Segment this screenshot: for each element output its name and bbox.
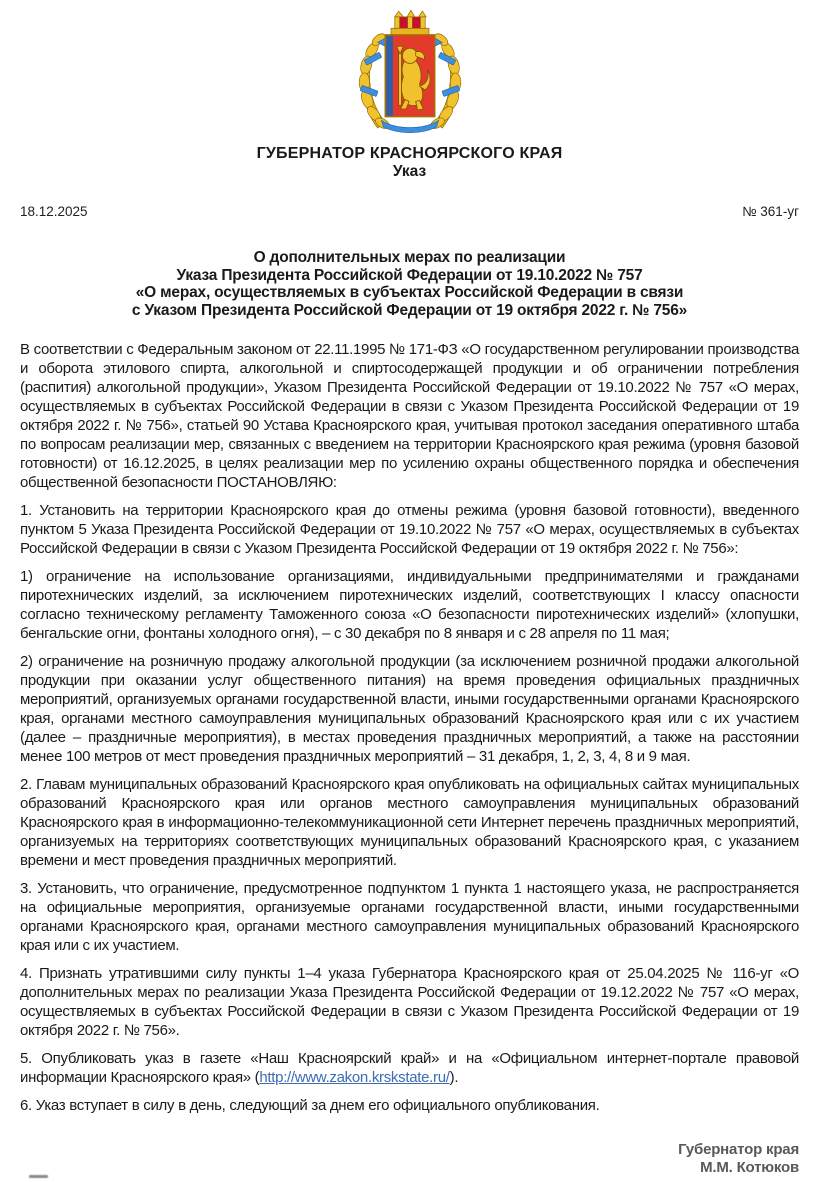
clause-5-paragraph bbox=[20, 1049, 799, 1087]
title-line: Указа Президента Российской Федерации от 19.10.2022 № 757 bbox=[176, 266, 643, 284]
clause-1-paragraph: 1. Установить на территории Красноярского края до отмены режима (уровня базовой готовности), введенного пунктом 5 Указа Президента Российской Федерации от 19.10.2022 № 757 «О мерах, осуществляемых в субъектах Российской Федерации в связи с Указом Президента Российской Федерации от 19 октября 2022 г. № 756»: bbox=[20, 502, 799, 557]
signer-name: М.М. Котюков bbox=[700, 1159, 799, 1176]
issuing-authority-title: ГУБЕРНАТОР КРАСНОЯРСКОГО КРАЯ bbox=[256, 145, 563, 162]
page-bottom-scan-artifact bbox=[29, 1175, 48, 1178]
krasnoyarsk-krai-coat-of-arms-icon bbox=[353, 6, 467, 136]
preamble-paragraph: В соответствии с Федеральным законом от 22.11.1995 № 171-ФЗ «О государственном регулировании производства и оборота этилового спирта, алкогольной и спиртосодержащей продукции и об ограничении потребления (распития) алкогольной продукции», Указом Президента Российской Федерации от 19.10.2022 № 757 «О мерах, осуществляемых в субъектах Российской Федерации в связи с Указом Президента Российской Федерации от 19 октября 2022 г. № 756», статьей 90 Устава Красноярского края, учитывая протокол заседания оперативного штаба по вопросам реализации мер, связанных с введением на территории Красноярского края режима (уровня базовой готовности) от 16.12.2025, в целях реализации мер по усилению охраны общественного порядка и обеспечения общественной безопасности ПОСТАНОВЛЯЮ: bbox=[20, 341, 799, 491]
clause-5-text-after: ). bbox=[449, 1069, 459, 1086]
document-body bbox=[20, 340, 799, 1115]
document-date: 18.12.2025 bbox=[20, 204, 88, 219]
title-line: «О мерах, осуществляемых в субъектах Российской Федерации в связи bbox=[135, 284, 684, 301]
document-meta-row bbox=[20, 204, 799, 219]
subclause-2-paragraph: 2) ограничение на розничную продажу алкогольной продукции (за исключением розничной продажи алкогольной продукции при оказании услуг общественного питания) на время проведения официальных праздничных мероприятий, организуемых органами государственной власти, иными государственными органами Красноярского края, органами местного самоуправления муниципальных образований Красноярского края или с их участием (далее – праздничные мероприятия), в местах проведения праздничных мероприятий, а также на расстоянии менее 100 метров от мест проведения праздничных мероприятий – 31 декабря, 1, 2, 3, 4, 8 и 9 мая. bbox=[20, 653, 799, 765]
signer-position: Губернатор края bbox=[678, 1141, 799, 1158]
document-number: № 361-уг bbox=[742, 204, 799, 219]
legal-portal-link[interactable]: http://www.zakon.krskstate.ru/ bbox=[259, 1069, 450, 1086]
document-type-label: Указ bbox=[392, 163, 427, 180]
document-title bbox=[20, 249, 799, 319]
clause-4-paragraph: 4. Признать утратившими силу пункты 1–4 указа Губернатора Красноярского края от 25.04.2025 № 116-уг «О дополнительных мерах по реализации Указа Президента Российской Федерации от 19.12.2022 № 757 «О мерах, осуществляемых в субъектах Российской Федерации в связи с Указом Президента Российской Федерации от 19 октября 2022 г. № 756». bbox=[20, 965, 799, 1039]
signature-block bbox=[20, 1141, 799, 1177]
clause-6-paragraph: 6. Указ вступает в силу в день, следующий за днем его официального опубликования. bbox=[20, 1097, 600, 1114]
clause-3-paragraph: 3. Установить, что ограничение, предусмотренное подпунктом 1 пункта 1 настоящего указа, не распространяется на официальные мероприятия, организуемые органами государственной власти, иными государственными органами Красноярского края, органами местного самоуправления муниципальных образований Красноярского края или с их участием. bbox=[20, 880, 799, 954]
title-line: О дополнительных мерах по реализации bbox=[253, 249, 566, 266]
clause-5-text-before: 5. Опубликовать указ в газете «Наш Красноярский край» и на «Официальном интернет-портале правовой информации Красноярского края» ( bbox=[20, 1050, 799, 1086]
title-line: с Указом Президента Российской Федерации от 19 октября 2022 г. № 756» bbox=[131, 301, 688, 319]
subclause-1-paragraph: 1) ограничение на использование организациями, индивидуальными предпринимателями и гражданами пиротехнических изделий, за исключением пиротехнических изделий, соответствующих I классу опасности согласно техническому регламенту Таможенного союза «О безопасности пиротехнических изделий» (хлопушки, бенгальские огни, фонтаны холодного огня), – с 30 декабря по 8 января и с 28 апреля по 11 мая; bbox=[20, 568, 799, 642]
clause-2-paragraph: 2. Главам муниципальных образований Красноярского края опубликовать на официальных сайтах муниципальных образований Красноярского края или органов местного самоуправления муниципальных образований Красноярского края в информационно-телекоммуникационной сети Интернет перечень праздничных мероприятий, организуемых на территориях соответствующих муниципальных образований Красноярского края, с указанием времени и мест проведения праздничных мероприятий. bbox=[20, 776, 799, 869]
